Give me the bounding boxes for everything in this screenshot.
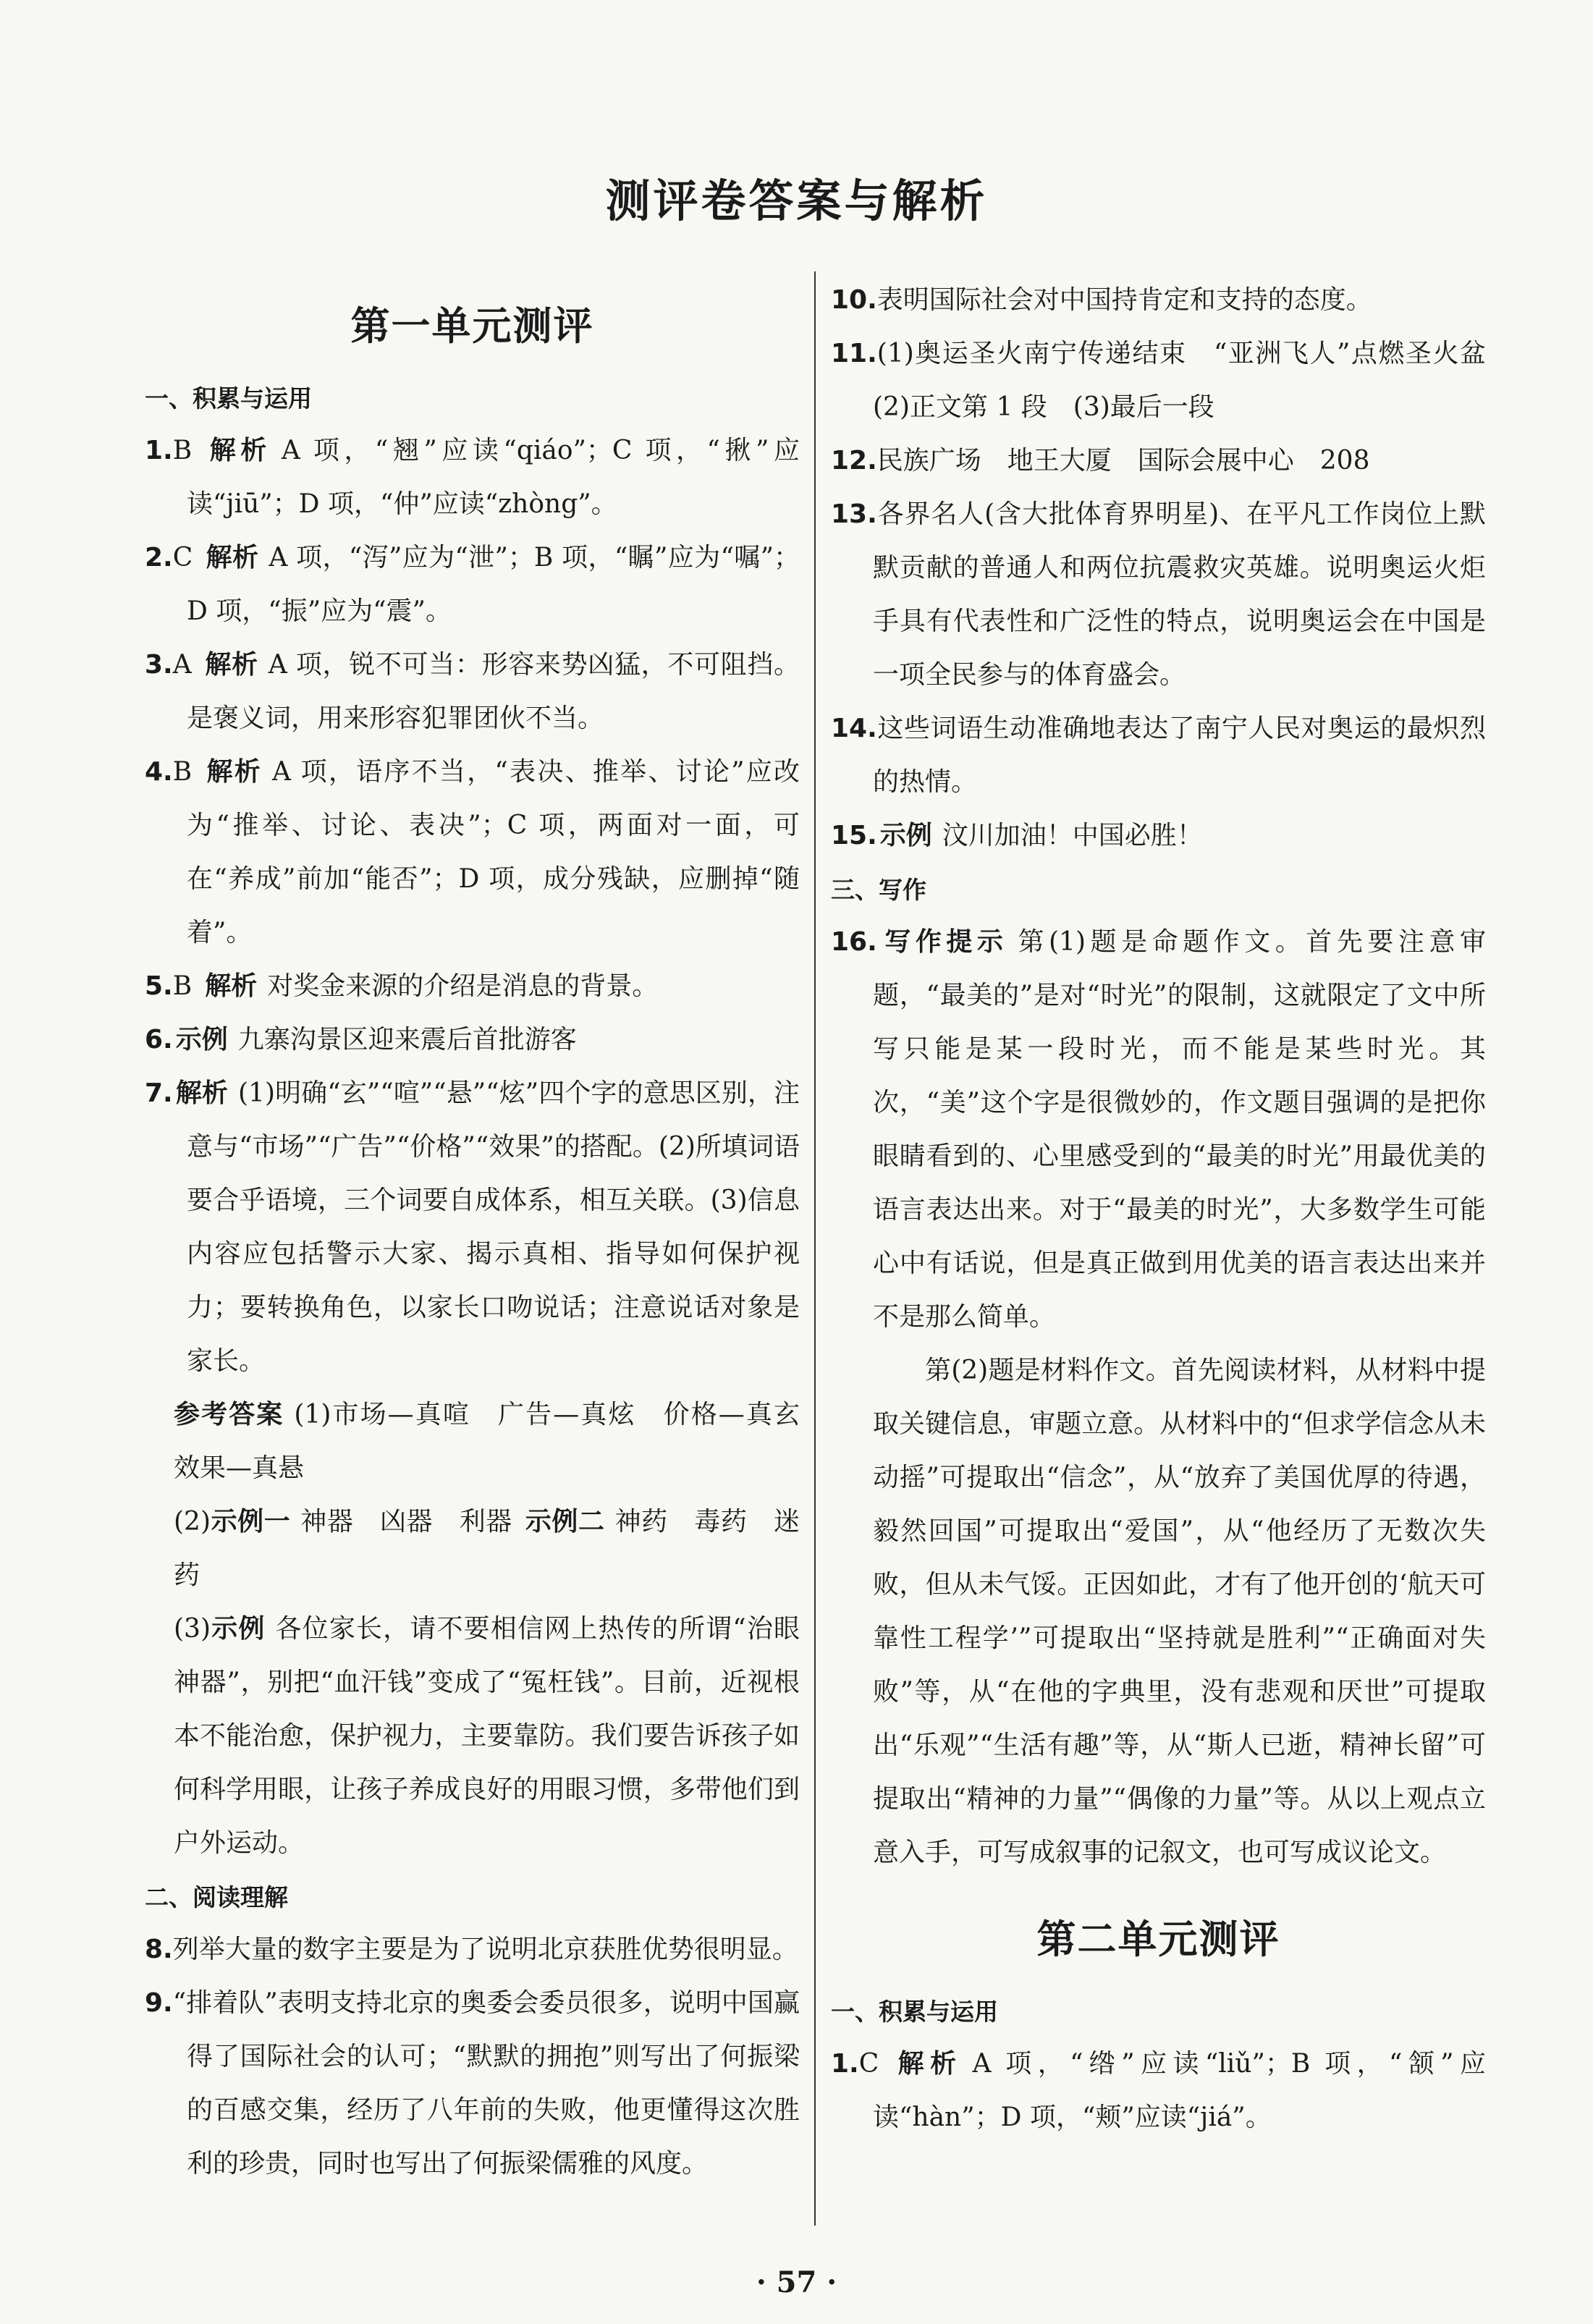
unit1-section-2: 二、阅读理解: [145, 1883, 288, 1911]
left-column: [145, 275, 827, 2191]
unit1-q8: 8.列举大量的数字主要是为了说明北京获胜优势很明显。: [145, 1935, 798, 1964]
unit1-q10: 10.表明国际社会对中国持肯定和支持的态度。: [831, 285, 1372, 315]
unit1-q6: 6. 示例 九寨沟景区迎来震后首批游客: [145, 1025, 577, 1055]
unit1-q14: 14.这些词语生动准确地表达了南宁人民对奥运的最炽烈的热情。: [831, 714, 1486, 797]
unit2-title: 第二单元测评: [1036, 1916, 1280, 1962]
unit1-q12: 12.民族广场 地王大厦 国际会展中心 208: [831, 446, 1370, 476]
unit1-q3: 3.A 解析 A 项，锐不可当：形容来势凶猛，不可阻挡。是褒义词，用来形容犯罪团伙不当。: [145, 650, 800, 733]
page-title: 测评卷答案与解析: [605, 174, 988, 227]
unit1-section-1: 一、积累与运用: [145, 384, 312, 413]
unit1-q16: 16. 写作提示 第(1)题是命题作文。首先要注意审题，“最美的”是对“时光”的限制，这就限定了文中所写只能是某一段时光，而不能是某些时光。其次，“美”这个字是很微妙的，作文题目强调的是把你眼睛看到的、心里感受到的“最美的时光”用最优美的语言表达出来。对于“最美的时光”，大多数学生可能心中有话说，但是真正做到用优美的语言表达出来并不是那么简单。: [831, 927, 1486, 1332]
unit1-q13: 13.各界名人(含大批体育界明星)、在平凡工作岗位上默默贡献的普通人和两位抗震救灾英雄。说明奥运火炬手具有代表性和广泛性的特点，说明奥运会在中国是一项全民参与的体育盛会。: [831, 499, 1486, 690]
column-divider: [814, 271, 816, 2226]
unit1-q11: 11.(1)奥运圣火南宁传递结束 “亚洲飞人”点燃圣火盆 (2)正文第 1 段 (3)最后一段: [831, 339, 1513, 422]
unit1-q15: 15. 示例 汶川加油！中国必胜！: [831, 821, 1203, 850]
unit1-q7-ref-1: 参考答案 (1)市场—真喧 广告—真炫 价格—真玄 效果—真悬: [174, 1400, 827, 1483]
unit1-q16-para2: 第(2)题是材料作文。首先阅读材料，从材料中提取关键信息，审题立意。从材料中的“但求学信念从未动摇”可提取出“信念”，从“放弃了美国优厚的待遇，毅然回国”可提取出“爱国”，从“他经历了无数次失败，但从未气馁。正因如此，才有了他开创的‘航天可靠性工程学’”可提取出“坚持就是胜利”“正确面对失败”等，从“在他的字典里，没有悲观和厌世”可提取出“乐观”“生活有趣”等，从“斯人已逝，精神长留”可提取出“精神的力量”“偶像的力量”等。从以上观点立意入手，可写成叙事的记叙文，也可写成议论文。: [873, 1356, 1486, 1867]
right-column: [831, 274, 1513, 2145]
page-number: · 57 ·: [756, 2265, 837, 2299]
unit1-title: 第一单元测评: [350, 303, 594, 349]
unit1-q7: 7. 解析 (1)明确“玄”“喧”“悬”“炫”四个字的意思区别，注意与“市场”“广告”“价格”“效果”的搭配。(2)所填词语要合乎语境，三个词要自成体系，相互关联。(3)信息内容应包括警示大家、揭示真相、指导如何保护视力；要转换角色，以家长口吻说话；注意说话对象是家长。: [145, 1078, 800, 1376]
unit1-q7-ref-2: (2)示例一 神器 凶器 利器 示例二 神药 毒药 迷药: [174, 1507, 800, 1590]
unit1-q9: 9.“排着队”表明支持北京的奥委会委员很多，说明中国赢得了国际社会的认可；“默默的拥抱”则写出了何振梁的百感交集，经历了八年前的失败，他更懂得这次胜利的珍贵，同时也写出了何振梁儒雅的风度。: [145, 1988, 800, 2179]
unit1-section-3: 三、写作: [831, 876, 926, 904]
unit1-q4: 4.B 解析 A 项，语序不当，“表决、推举、讨论”应改为“推举、讨论、表决”；C 项，两面对一面，可在“养成”前加“能否”；D 项，成分残缺，应删掉“随着”。: [145, 757, 800, 947]
unit1-q1: 1.B 解析 A 项，“翘”应读“qiáo”；C 项，“揪”应读“jiū”；D 项，“仲”应读“zhòng”。: [145, 436, 800, 519]
unit1-q5: 5.B 解析 对奖金来源的介绍是消息的背景。: [145, 971, 659, 1001]
unit1-q2: 2.C 解析 A 项，“泻”应为“泄”；B 项，“瞩”应为“嘱”；D 项，“振”应为“震”。: [145, 543, 800, 626]
unit2-q1: 1.C 解析 A 项，“绺”应读“liǔ”；B 项，“颔”应读“hàn”；D 项，“颊”应读“jiá”。: [831, 2049, 1486, 2132]
unit1-q7-ref-3: (3)示例 各位家长，请不要相信网上热传的所谓“治眼神器”，别把“血汗钱”变成了“冤枉钱”。目前，近视根本不能治愈，保护视力，主要靠防。我们要告诉孩子如何科学用眼，让孩子养成良好的用眼习惯，多带他们到户外运动。: [174, 1614, 800, 1858]
unit2-section-1: 一、积累与运用: [831, 1998, 998, 2026]
